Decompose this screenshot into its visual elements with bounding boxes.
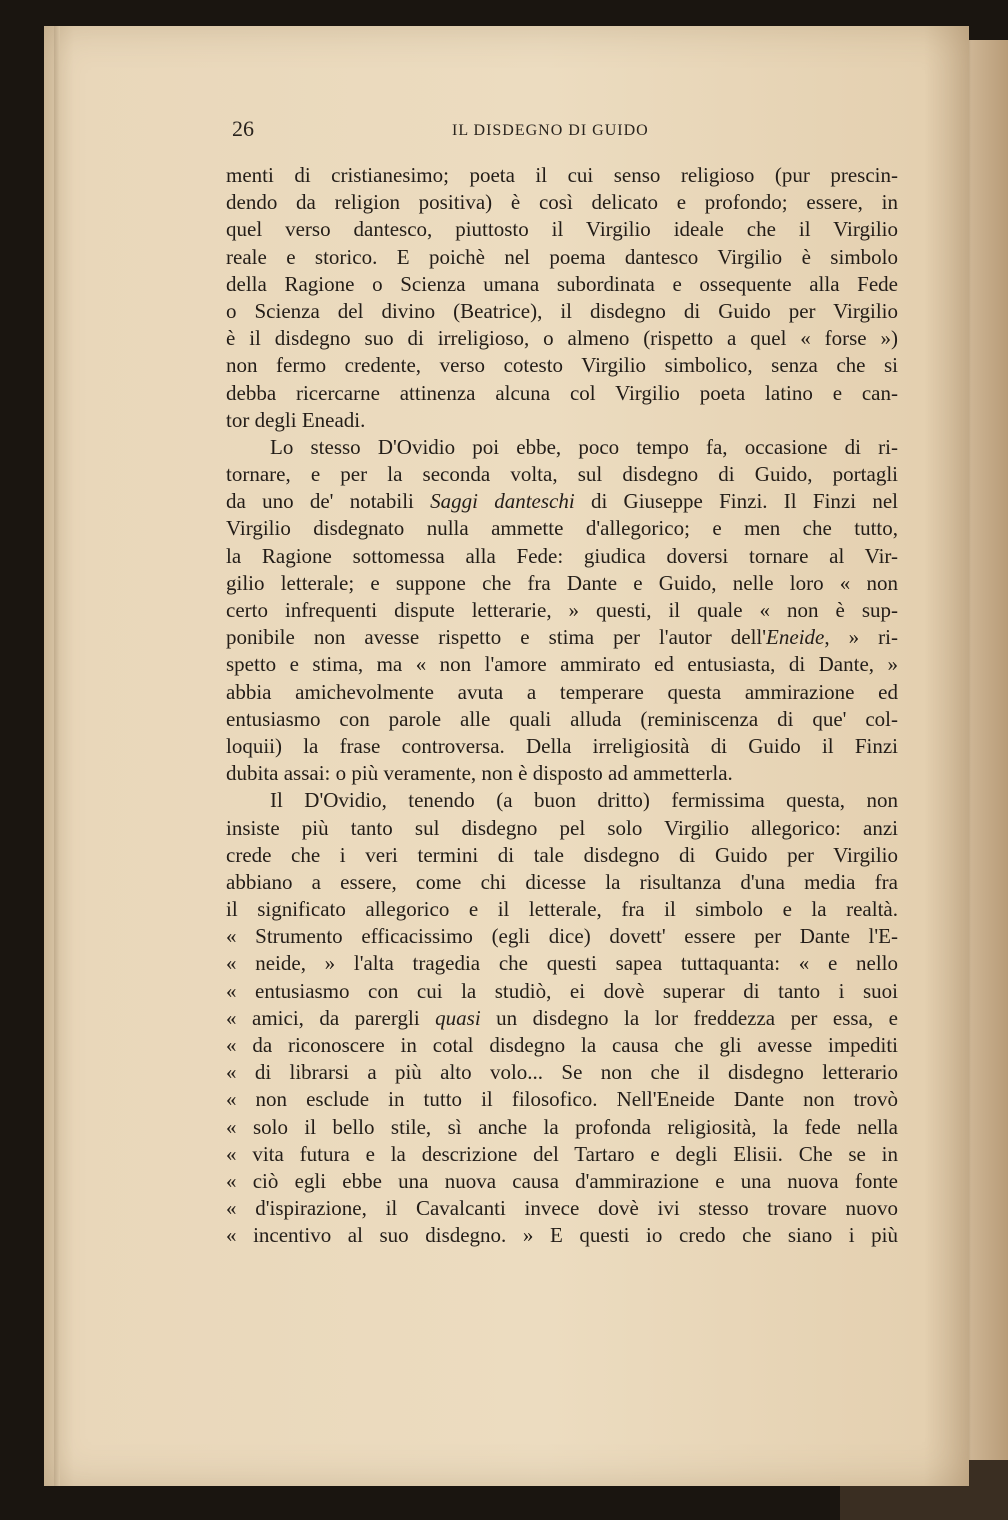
text-line: « entusiasmo con cui la studiò, ei dovè superar di tanto i suoi xyxy=(226,978,898,1003)
page-gutter xyxy=(54,26,60,1486)
text-line: « Strumento efficacissimo (egli dice) dovett' essere per Dante l'E- xyxy=(226,924,898,949)
text-line: Lo stesso D'Ovidio poi ebbe, poco tempo fa, occasione di ri- xyxy=(270,434,898,459)
text-line: gilio letterale; e suppone che fra Dante e Guido, nelle loro « non xyxy=(226,570,898,595)
text-line: è il disdegno suo di irreligioso, o almeno (rispetto a quel « forse ») xyxy=(226,326,898,351)
text-line: « di librarsi a più alto volo... Se non che il disdegno letterario xyxy=(226,1060,898,1085)
text-line: quel verso dantesco, piuttosto il Virgilio ideale che il Virgilio xyxy=(226,217,898,242)
text-line: da uno de' notabili Saggi danteschi di Giuseppe Finzi. Il Finzi nel xyxy=(226,489,898,514)
text-line: insiste più tanto sul disdegno pel solo Virgilio allegorico: anzi xyxy=(226,815,898,840)
text-line: « d'ispirazione, il Cavalcanti invece dovè ivi stesso trovare nuovo xyxy=(226,1196,898,1221)
text-line: abbia amichevolmente avuta a temperare questa ammirazione ed xyxy=(226,679,898,704)
text-line: « amici, da parergli quasi un disdegno la lor freddezza per essa, e xyxy=(226,1005,898,1030)
text-line: Il D'Ovidio, tenendo (a buon dritto) fermissima questa, non xyxy=(270,788,898,813)
text-line: della Ragione o Scienza umana subordinata e ossequente alla Fede xyxy=(226,271,898,296)
text-line: « ciò egli ebbe una nuova causa d'ammirazione e una nuova fonte xyxy=(226,1168,898,1193)
text-line: spetto e stima, ma « non l'amore ammirato ed entusiasta, di Dante, » xyxy=(226,652,898,677)
text-line: o Scienza del divino (Beatrice), il disdegno di Guido per Virgilio xyxy=(226,298,898,323)
text-line: certo infrequenti dispute letterarie, » questi, il quale « non è sup- xyxy=(226,598,898,622)
text-line: « vita futura e la descrizione del Tartaro e degli Elisii. Che se in xyxy=(226,1141,898,1166)
text-line: abbiano a essere, come chi dicesse la risultanza d'una media fra xyxy=(226,869,898,894)
text-line: il significato allegorico e il letterale, fra il simbolo e la realtà. xyxy=(226,897,898,922)
text-line: dubita assai: o più veramente, non è disposto ad ammetterla. xyxy=(226,761,733,786)
text-line: debba ricercarne attinenza alcuna col Virgilio poeta latino e can- xyxy=(226,380,898,405)
text-line: reale e storico. E poichè nel poema dantesco Virgilio è simbolo xyxy=(226,244,898,269)
text-line: « incentivo al suo disdegno. » E questi io credo che siano i più xyxy=(226,1223,898,1248)
text-line: ponibile non avesse rispetto e stima per l'autor dell'Eneide, » ri- xyxy=(226,625,898,650)
text-line: tornare, e per la seconda volta, sul disdegno di Guido, portagli xyxy=(226,462,898,487)
text-line: « non esclude in tutto il filosofico. Nell'Eneide Dante non trovò xyxy=(226,1087,898,1112)
text-line: menti di cristianesimo; poeta il cui senso religioso (pur prescin- xyxy=(226,163,898,187)
page-number: 26 xyxy=(232,116,254,141)
text-line: non fermo credente, verso cotesto Virgilio simbolico, senza che si xyxy=(226,353,898,378)
text-line: « neide, » l'alta tragedia che questi sapea tuttaquanta: « e nello xyxy=(226,951,898,976)
text-line: la Ragione sottomessa alla Fede: giudica doversi tornare al Vir- xyxy=(226,543,898,568)
text-line: « solo il bello stile, sì anche la profonda religiosità, la fede nella xyxy=(226,1114,898,1139)
text-line: entusiasmo con parole alle quali alluda (reminiscenza di que' col- xyxy=(226,706,898,731)
text-line: loquii) la frase controversa. Della irreligiosità di Guido il Finzi xyxy=(226,733,898,758)
text-line: crede che i veri termini di tale disdegno di Guido per Virgilio xyxy=(226,842,898,867)
page-header xyxy=(232,116,892,156)
text-line: tor degli Eneadi. xyxy=(226,407,366,432)
text-line: dendo da religion positiva) è così delicato e profondo; essere, in xyxy=(226,190,898,215)
text-line: Virgilio disdegnato nulla ammette d'allegorico; e men che tutto, xyxy=(226,516,898,541)
running-title: IL DISDEGNO DI GUIDO xyxy=(452,122,649,139)
text-line: « da riconoscere in cotal disdegno la causa che gli avesse impediti xyxy=(226,1033,898,1057)
body-text xyxy=(226,162,898,1250)
